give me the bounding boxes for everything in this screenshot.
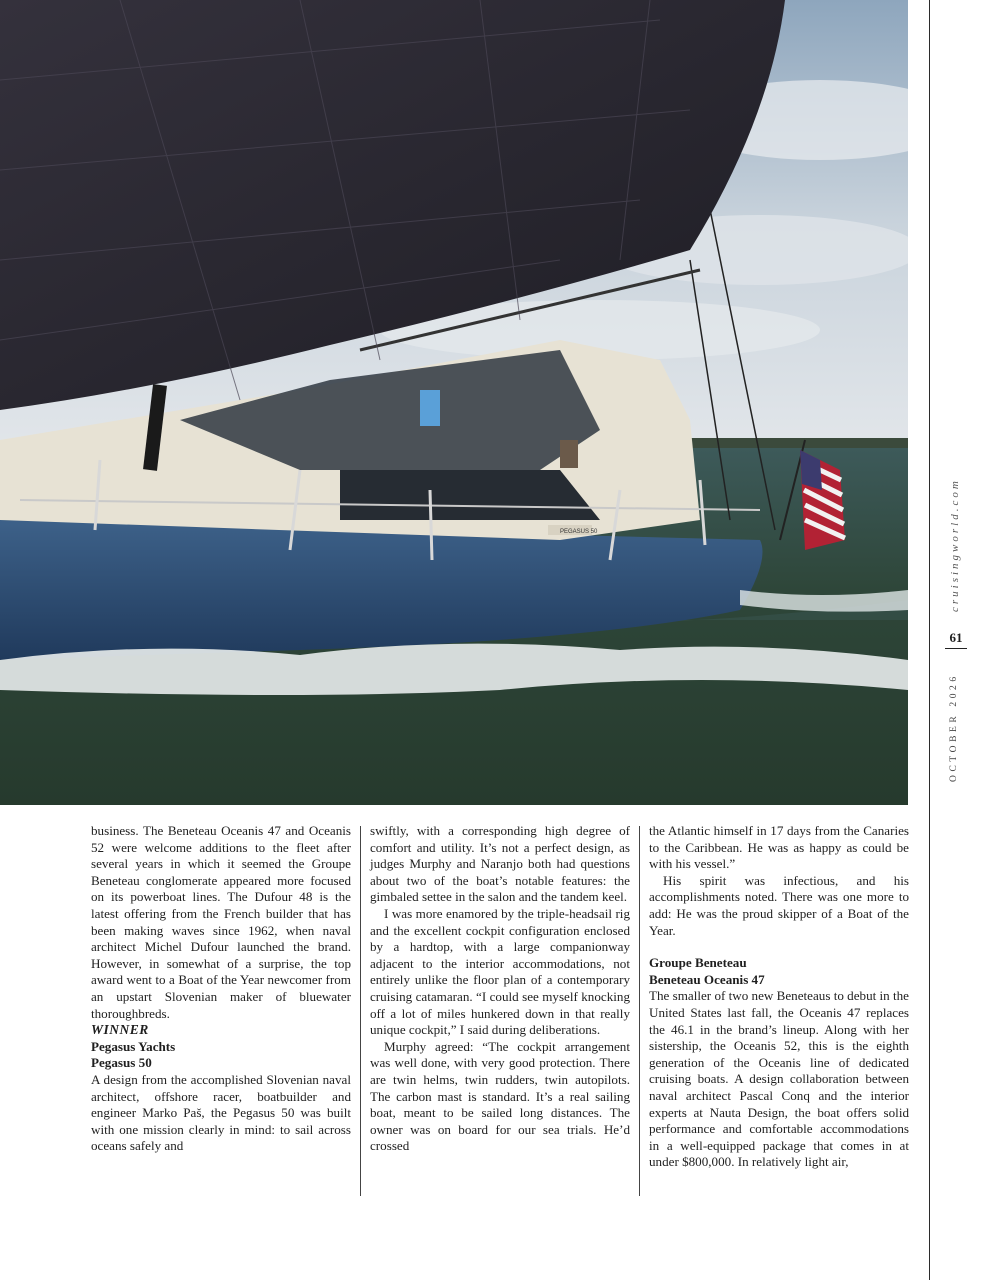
winner-heading: WINNER: [91, 1022, 149, 1038]
paragraph: His spirit was infectious, and his accomplishments noted. There was one more to add: He was the proud skipper of a Boat of the Year.: [649, 872, 909, 938]
model-heading: Beneteau Oceanis 47: [649, 971, 765, 987]
paragraph: A design from the accomplished Slovenian naval architect, offshore racer, boatbuilder and engineer Marko Paš, the Pegasus 50 was built with one mission clearly in mind: to sail across oceans safely and: [91, 1071, 351, 1154]
paragraph: swiftly, with a corresponding high degree of comfort and utility. It’s not a perfect design, as judges Murphy and Naranjo both had questions about two of the boat’s notable features: the gimbaled settee in the salon and the tandem keel.: [370, 823, 630, 905]
paragraph: the Atlantic himself in 17 days from the Canaries to the Caribbean. He was as happy as could be with his vessel.”: [649, 823, 909, 872]
paragraph: Murphy agreed: “The cockpit arrangement was well done, with very good protection. There are twin helms, twin rudders, twin autopilots. The carbon mast is standard. It’s a real sailing boat, meant to be sailed long distances. The owner was on board for our sea trials. He’d crossed: [370, 1038, 630, 1154]
website-url: cruisingworld.com: [949, 478, 961, 612]
model-heading: Pegasus 50: [91, 1055, 152, 1071]
paragraph: The smaller of two new Beneteaus to debut in the United States last fall, the Oceanis 47 replaces the 46.1 in the brand’s lineup. Along with her sistership, the Oceanis 52, this is the eighth generation of the Oceanis line of dedicated cruising boats. A design collaboration between naval architect Pascal Conq and the interior experts at Nauta Design, the boat offers solid performance and comfortable accommodations in a well-equipped package that comes in at under $800,000. In relatively light air,: [649, 988, 909, 1170]
builder-heading: Groupe Beneteau: [649, 955, 747, 971]
text-column-1: [91, 823, 351, 1155]
hull-name-text: PEGASUS 50: [560, 529, 598, 535]
paragraph: business. The Beneteau Oceanis 47 and Oceanis 52 were welcome additions to the fleet after several years in which it seemed the Groupe Beneteau conglomerate appeared more focused on its powerboat lines. The Dufour 48 is the latest offering from the French builder that has been making waves since 1962, when naval architect Michel Dufour launched the brand. However, in somewhat of a surprise, the top award went to a Boat of the Year newcomer from an upstart Slovenian maker of bluewater thoroughbreds.: [91, 823, 351, 1021]
issue-date: OCTOBER 2026: [949, 673, 959, 782]
text-column-2: [370, 823, 630, 1155]
column-rule: [639, 826, 640, 1196]
text-column-3: [649, 823, 909, 1171]
column-rule: [360, 826, 361, 1196]
gutter-rule: [929, 0, 930, 1280]
builder-heading: Pegasus Yachts: [91, 1038, 176, 1054]
paragraph: I was more enamored by the triple-headsail rig and the excellent cockpit configuration enclosed by a hardtop, with a large companionway adjacent to the interior accommodations, not entirely unlike the floor plan of a contemporary cruising catamaran. “I could see myself knocking off a lot of miles hunkered down in that really unique cockpit,” I said during deliberations.: [370, 905, 630, 1038]
page-number: 61: [945, 630, 967, 649]
